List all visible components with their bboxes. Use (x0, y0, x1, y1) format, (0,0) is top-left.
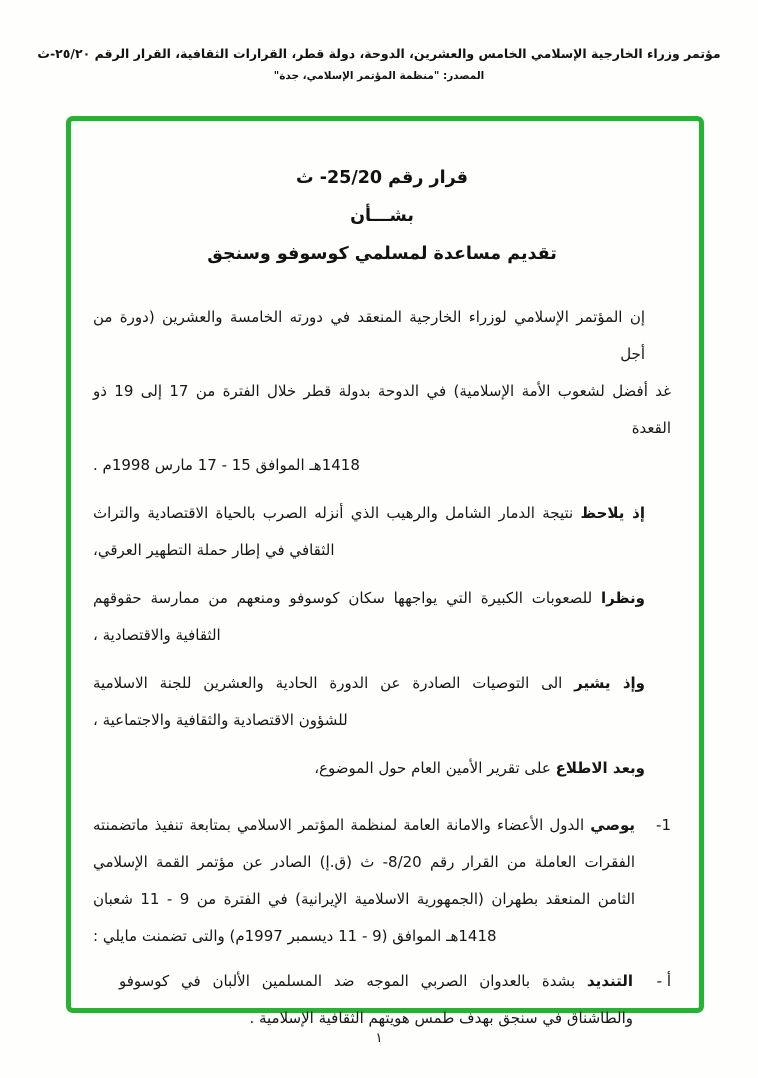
sub-item-a (93, 963, 671, 1037)
line-text: بشدة بالعدوان الصربي الموجه ضد المسلمين الألبان في كوسوفو (119, 972, 588, 990)
lead-phrase: وإذ يشير (574, 674, 645, 692)
paragraph-line: الثقافي في إطار حملة التطهير العرقي، (93, 541, 335, 559)
paragraph-line (93, 580, 671, 617)
preamble-paragraph-3 (93, 580, 671, 654)
regarding-label: بشـــأن (350, 206, 414, 226)
paragraph-line (93, 299, 671, 373)
paragraph-line (93, 963, 633, 1000)
paragraph-line (93, 665, 671, 702)
operative-item-1 (93, 807, 671, 955)
lead-phrase: يوصي (590, 816, 635, 834)
resolution-subject-title: تقديم مساعدة لمسلمي كوسوفو وسنجق (207, 244, 557, 264)
lead-phrase: وبعد الاطلاع (555, 759, 645, 777)
line-text: على تقرير الأمين العام حول الموضوع، (314, 759, 556, 777)
lead-phrase: ونظرا (600, 589, 645, 607)
item-content (93, 807, 635, 955)
line-text: نتيجة الدمار الشامل والرهيب الذي أنزله الصرب بالحياة الاقتصادية والتراث (93, 504, 581, 522)
green-scan-frame (66, 116, 704, 1027)
paragraph-line (93, 750, 671, 787)
preamble-paragraph-1 (93, 299, 671, 484)
line-text: إن المؤتمر الإسلامي لوزراء الخارجية المنعقد في دورته الخامسة والعشرين (دورة من أجل (93, 308, 645, 363)
line-text: الدول الأعضاء والامانة العامة لمنظمة المؤتمر الاسلامي بمتابعة تنفيذ ماتضمنته (93, 816, 591, 834)
paragraph-line: للشؤون الاقتصادية والثقافية والاجتماعية ، (93, 711, 348, 729)
paragraph-line: والطاشناق في سنجق بهدف طمس هويتهم الثقافية الإسلامية . (249, 1009, 633, 1027)
paragraph-line: غد أفضل لشعوب الأمة الإسلامية) في الدوحة بدولة قطر خلال الفترة من 17 إلى 19 ذو القعدة (93, 382, 671, 437)
resolution-body (93, 299, 671, 1037)
item-number: 1- (656, 816, 671, 834)
paragraph-line: الثامن المنعقد بطهران (الجمهورية الاسلامية الإيرانية) في الفترة من 9 - 11 شعبان (93, 890, 635, 908)
preamble-paragraph-2 (93, 495, 671, 569)
preamble-paragraph-5 (93, 750, 671, 787)
paragraph-line: الثقافية والاقتصادية ، (93, 626, 221, 644)
sub-item-content (93, 963, 635, 1037)
page-number: ١ (375, 1030, 383, 1046)
resolution-title-block (93, 159, 671, 273)
paragraph-line: 1418هـ الموافق 15 - 17 مارس 1998م . (93, 456, 360, 474)
line-text: الى التوصيات الصادرة عن الدورة الحادية والعشرين للجنة الاسلامية (93, 674, 575, 692)
paragraph-line: الفقرات العاملة من القرار رقم 8/20- ث (ق.إ) الصادر عن مؤتمر القمة الإسلامي (93, 853, 635, 871)
resolution-number-title: قرار رقم 25/20- ث (296, 168, 468, 188)
document-header (0, 46, 758, 82)
paragraph-line (93, 807, 635, 844)
header-source-line: المصدر: "منظمة المؤتمر الإسلامي، جدة" (273, 70, 485, 82)
paragraph-line: 1418هـ الموافق (9 - 11 ديسمبر 1997م) والتى تضمنت مايلي : (93, 927, 497, 945)
preamble-paragraph-4 (93, 665, 671, 739)
paragraph-line (93, 495, 671, 532)
lead-phrase: إذ يلاحظ (580, 504, 645, 522)
sub-item-marker: أ - (656, 972, 671, 990)
lead-phrase: التنديد (587, 972, 633, 990)
header-citation-line: مؤتمر وزراء الخارجية الإسلامي الخامس والعشرين، الدوحة، دولة قطر، القرارات الثقافية، القرار الرقم ٢٥/٢٠-ث (37, 46, 721, 61)
line-text: للصعوبات الكبيرة التي يواجهها سكان كوسوفو ومنعهم من ممارسة حقوقهم (93, 589, 601, 607)
